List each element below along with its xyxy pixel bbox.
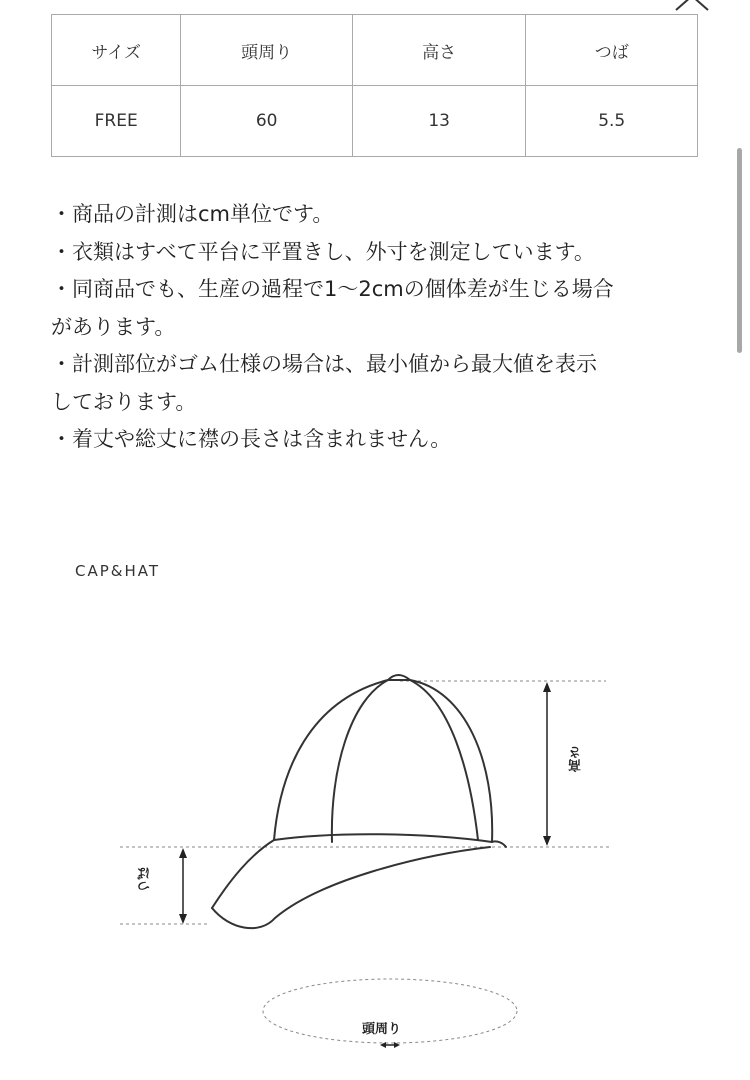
note-line: しております。: [51, 389, 197, 414]
cell-height: 13: [352, 86, 526, 157]
note-line: ・商品の計測はcm単位です。: [51, 202, 334, 226]
size-table: [51, 14, 698, 157]
measurement-notes: [51, 196, 711, 459]
header-brim: つば: [526, 15, 698, 86]
head-circumference-arrow: [380, 1042, 400, 1048]
brim-arrow: [179, 848, 187, 924]
close-icon[interactable]: [668, 0, 718, 12]
diagram-title: CAP&HAT: [75, 562, 161, 580]
cell-brim: 5.5: [526, 86, 698, 157]
cap-measurement-diagram: [0, 640, 750, 1060]
note-line: ・計測部位がゴム仕様の場合は、最小値から最大値を表示: [51, 352, 597, 376]
note-line: ・衣類はすべて平台に平置きし、外寸を測定しています。: [51, 239, 595, 264]
cell-size: FREE: [52, 86, 181, 157]
header-size: サイズ: [52, 15, 181, 86]
label-height: 高さ: [569, 746, 584, 772]
header-height: 高さ: [352, 15, 526, 86]
cap-illustration: [212, 675, 506, 928]
label-head-circumference: 頭周り: [362, 1022, 402, 1037]
header-head-circumference: 頭周り: [181, 15, 353, 86]
note-line: があります。: [51, 314, 176, 339]
note-line: ・同商品でも、生産の過程で1〜2cmの個体差が生じる場合: [51, 277, 614, 301]
label-brim: つば: [138, 867, 153, 893]
table-row: [52, 86, 698, 157]
scrollbar[interactable]: [737, 148, 742, 353]
table-header-row: [52, 15, 698, 86]
height-arrow: [543, 682, 551, 846]
cell-head-circumference: 60: [181, 86, 353, 157]
note-line: ・着丈や総丈に襟の長さは含まれません。: [51, 427, 452, 451]
